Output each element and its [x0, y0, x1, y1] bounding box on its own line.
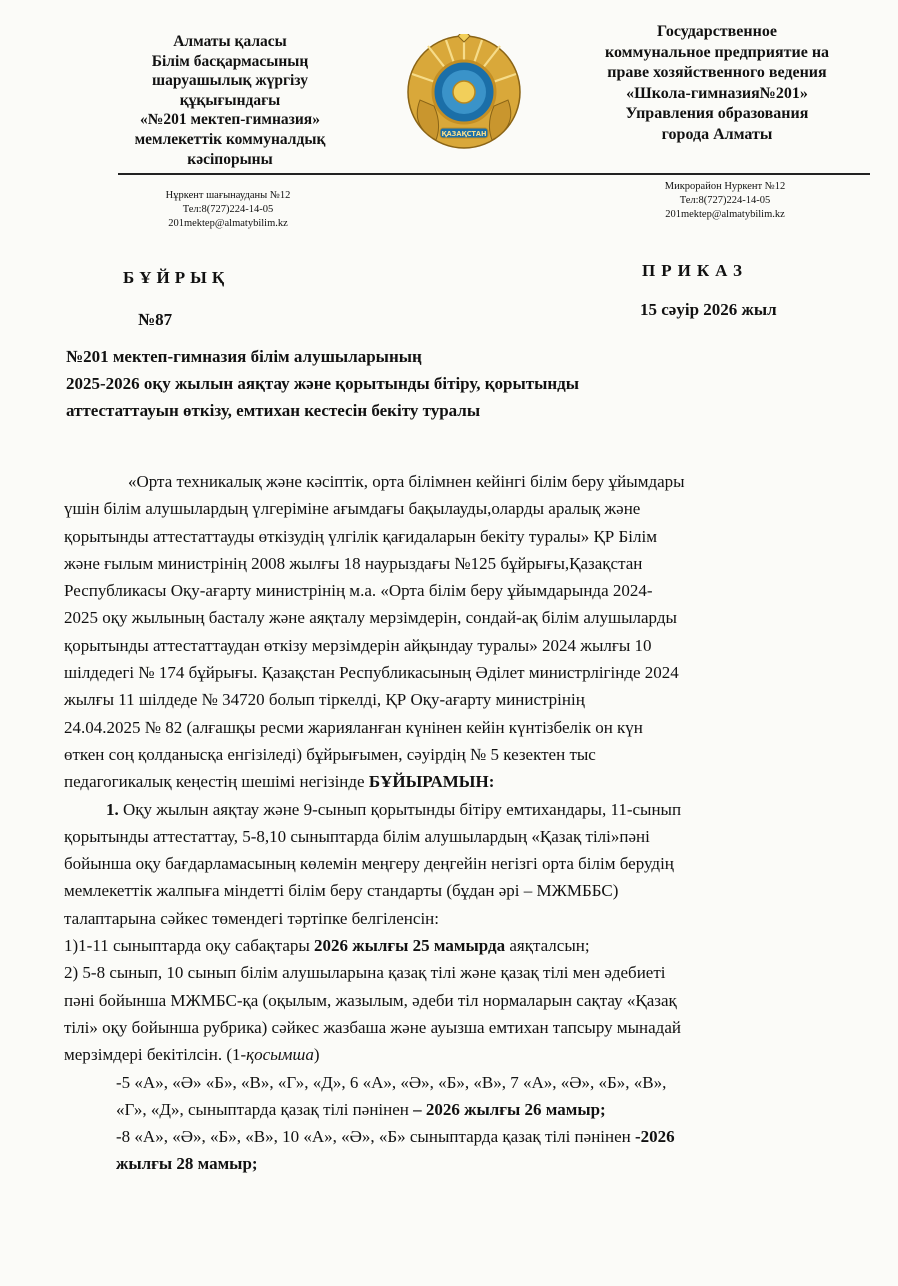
- header-left-line: кәсіпорыны: [187, 150, 273, 168]
- body-line: мемлекеттік жалпыға міндетті білім беру стандарты (бұдан әрі – МЖМББС): [64, 881, 619, 901]
- header-right-russian: [572, 22, 862, 145]
- header-right-line: города Алматы: [661, 125, 773, 143]
- body-line: [64, 932, 864, 959]
- body-line: бойынша оқу бағдарламасының көлемін меңгеру деңгейін негізгі орта білім берудің: [64, 854, 674, 874]
- body-text: ): [313, 1045, 320, 1065]
- body-line: тілі» оқу бойынша рубрика) сәйкес жазбаша және ауызша емтихан тапсыру мынадай: [64, 1017, 681, 1037]
- body-line: [64, 1041, 864, 1068]
- header-left-kazakh: [100, 32, 360, 169]
- order-label-kazakh: БҰЙРЫҚ: [123, 268, 230, 287]
- body-line: 2025 оқу жылының басталу және аяқталу мерзімдерін, сондай-ақ білім алушыларды: [64, 608, 677, 628]
- header-left-line: шаруашылық жүргізу: [152, 72, 308, 90]
- body-text: аяқталсын;: [505, 936, 590, 956]
- body-line: қорытынды аттестаттаудан өткізу мерзімдерін айқындау туралы» 2024 жылғы 10: [64, 635, 652, 655]
- contact-email: 201mektep@almatybilim.kz: [665, 209, 785, 220]
- item-number: 1.: [106, 799, 119, 819]
- header-right-line: «Школа-гимназия№201»: [626, 84, 808, 102]
- body-line: [64, 796, 864, 823]
- header-right-line: праве хозяйственного ведения: [607, 64, 827, 81]
- header-left-line: Білім басқармасының: [151, 52, 309, 70]
- body-line: өткен соң қолданысқа енгізіледі) бұйрығымен, сәуірдің № 5 кезектен тыс: [64, 744, 596, 764]
- contact-right: [600, 180, 850, 222]
- body-line: және ғылым министрінің 2008 жылғы 18 наурыздағы №125 бұйрығы,Қазақстан: [64, 553, 643, 573]
- body-line: қорытынды аттестаттау, 5-8,10 сыныптарда білім алушылардың «Қазақ тілі»пәні: [64, 826, 650, 846]
- body-text: Оқу жылын аяқтау және 9-сынып қорытынды бітіру емтихандары, 11-сынып: [118, 799, 682, 819]
- header-left-line: Алматы қаласы: [173, 33, 287, 50]
- body-line: «Орта техникалық және кәсіптік, орта білімнен кейінгі білім беру ұйымдары: [128, 472, 685, 491]
- date-highlight: -2026: [635, 1127, 675, 1147]
- header-left-line: мемлекеттік коммуналдық: [134, 130, 326, 148]
- body-text: педагогикалық кеңестің шешімі негізінде: [64, 772, 369, 792]
- order-date: 15 сәуір 2026 жыл: [640, 300, 777, 319]
- body-line: [64, 1096, 864, 1123]
- body-text: «Г», «Д», сыныптарда қазақ тілі пәнінен: [116, 1099, 414, 1119]
- body-line: 24.04.2025 № 82 (алғашқы ресми жарияланған күнінен кейін күнтізбелік он күн: [64, 717, 643, 737]
- contact-phone: Тел:8(727)224-14-05: [679, 195, 771, 206]
- body-line: қорытынды аттестаттауды өткізудің үлгілік қағидаларын бекіту туралы» ҚР Білім: [64, 526, 657, 546]
- body-line: -5 «А», «Ә» «Б», «В», «Г», «Д», 6 «А», «Ә», «Б», «В», 7 «А», «Ә», «Б», «В»,: [116, 1072, 667, 1092]
- document-title: [66, 343, 856, 424]
- document-body: [64, 468, 864, 1178]
- body-line: 2) 5-8 сынып, 10 сынып білім алушыларына қазақ тілі және қазақ тілі мен әдебиеті: [64, 963, 666, 983]
- date-highlight: – 2026 жылғы 26 мамыр;: [413, 1099, 606, 1119]
- header-left-line: «№201 мектеп-гимназия»: [140, 111, 320, 129]
- header-right-line: коммунальное предприятие на: [604, 43, 830, 61]
- date-highlight: жылғы 28 мамыр;: [116, 1154, 258, 1174]
- body-line: [64, 768, 864, 795]
- contact-phone: Тел:8(727)224-14-05: [182, 204, 274, 215]
- header-right-line: Управления образования: [625, 105, 809, 122]
- contact-left: [118, 189, 338, 231]
- body-line: жылғы 11 шілдеде № 34720 болып тіркелді, ҚР Оқу-ағарту министрінің: [64, 690, 585, 710]
- body-line: талаптарына сәйкес төмендегі тәртіпке белгіленсін:: [64, 908, 439, 928]
- header-left-line: құқығындағы: [179, 91, 281, 109]
- order-label-russian: ПРИКАЗ: [642, 261, 748, 280]
- appendix-ref: қосымша: [246, 1045, 314, 1065]
- body-text: -8 «А», «Ә», «Б», «В», 10 «А», «Ә», «Б» сыныптарда қазақ тілі пәнінен: [116, 1127, 636, 1147]
- body-line: үшін білім алушылардың үлгеріміне ағымдағы бақылауды,оларды аралық және: [64, 499, 641, 519]
- body-line: [64, 1150, 864, 1177]
- body-text: 1)1-11 сыныптарда оқу сабақтары: [64, 936, 315, 956]
- date-highlight: 2026 жылғы 25 мамырда: [314, 936, 506, 956]
- body-line: пәні бойынша МЖМБС-қа (оқылым, жазылым, әдеби тіл нормаларын сақтау «Қазақ: [64, 990, 677, 1010]
- emblem-text: ҚАЗАҚСТАН: [441, 130, 487, 138]
- title-line: 2025-2026 оқу жылын аяқтау және қорытынды бітіру, қорытынды: [66, 374, 580, 393]
- body-text: мерзімдері бекітілсін. (1-: [64, 1045, 247, 1065]
- order-directive: БҰЙЫРАМЫН:: [368, 772, 495, 792]
- body-line: шілдедегі № 174 бұйрығы. Қазақстан Республикасының Әділет министрлігінде 2024: [64, 663, 679, 683]
- contact-email: 201mektep@almatybilim.kz: [168, 218, 288, 229]
- contact-address: Микрорайон Нуркент №12: [664, 181, 786, 192]
- body-line: Республикасы Оқу-ағарту министрінің м.а. «Орта білім беру ұйымдарында 2024-: [64, 581, 653, 601]
- title-line: №201 мектеп-гимназия білім алушыларының: [66, 347, 422, 366]
- header-divider: [118, 173, 870, 175]
- state-emblem-icon: [406, 34, 522, 150]
- contact-address: Нұркент шағынауданы №12: [165, 190, 291, 201]
- title-line: аттестаттауын өткізу, емтихан кестесін бекіту туралы: [66, 401, 481, 420]
- header-right-line: Государственное: [657, 23, 777, 40]
- order-number: №87: [138, 310, 173, 329]
- body-line: [64, 1123, 864, 1150]
